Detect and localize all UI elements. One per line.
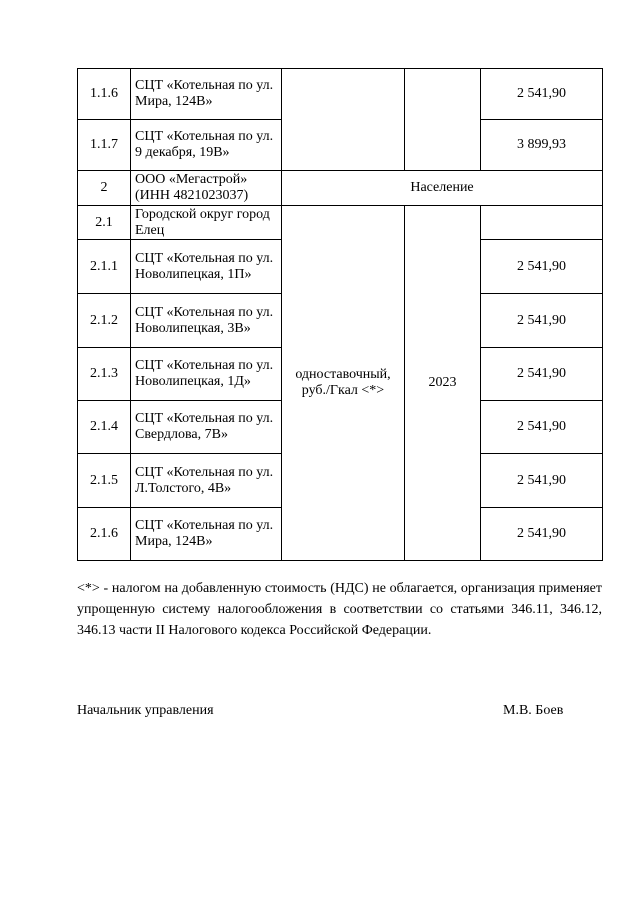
tariff-table [77, 68, 603, 561]
row-number: 2.1.5 [78, 454, 131, 508]
signature-name: М.В. Боев [503, 703, 564, 718]
row-name: СЦТ «Котельная по ул. 9 декабря, 19В» [131, 120, 282, 171]
row-price: 2 541,90 [481, 508, 603, 561]
row-price: 2 541,90 [481, 240, 603, 294]
empty-cell [282, 69, 405, 171]
row-number: 1.1.7 [78, 120, 131, 171]
row-price: 2 541,90 [481, 294, 603, 348]
row-name: СЦТ «Котельная по ул. Новолипецкая, 3В» [131, 294, 282, 348]
row-number: 1.1.6 [78, 69, 131, 120]
row-name: СЦТ «Котельная по ул. Мира, 124В» [131, 508, 282, 561]
signature-title: Начальник управления [77, 703, 214, 718]
tariff-type: одноставочный, руб./Гкал <*> [282, 206, 405, 561]
row-name: СЦТ «Котельная по ул. Л.Толстого, 4В» [131, 454, 282, 508]
section-row [78, 171, 603, 206]
row-price: 3 899,93 [481, 120, 603, 171]
row-name: СЦТ «Котельная по ул. Новолипецкая, 1Д» [131, 348, 282, 401]
row-number: 2.1.4 [78, 401, 131, 454]
empty-cell [405, 69, 481, 171]
district-row [78, 206, 603, 240]
row-number: 2.1.1 [78, 240, 131, 294]
row-name: СЦТ «Котельная по ул. Новолипецкая, 1П» [131, 240, 282, 294]
tariff-year: 2023 [405, 206, 481, 561]
row-price: 2 541,90 [481, 348, 603, 401]
consumer-group: Население [282, 171, 603, 206]
row-number: 2.1.3 [78, 348, 131, 401]
row-price: 2 541,90 [481, 454, 603, 508]
table-row [78, 69, 603, 120]
row-name: СЦТ «Котельная по ул. Мира, 124В» [131, 69, 282, 120]
row-price: 2 541,90 [481, 401, 603, 454]
empty-cell [481, 206, 603, 240]
section-number: 2 [78, 171, 131, 206]
section-name: ООО «Мегастрой» (ИНН 4821023037) [131, 171, 282, 206]
row-number: 2.1.2 [78, 294, 131, 348]
row-number: 2.1.6 [78, 508, 131, 561]
district-name: Городской округ город Елец [131, 206, 282, 240]
row-name: СЦТ «Котельная по ул. Свердлова, 7В» [131, 401, 282, 454]
district-number: 2.1 [78, 206, 131, 240]
footnote: <*> - налогом на добавленную стоимость (НДС) не облагается, организация применяет упрощенную систему налогообложения в соответствии со статьями 346.11, 346.12, 346.13 части II Налогового кодекса Российской Федерации. [77, 581, 602, 638]
row-price: 2 541,90 [481, 69, 603, 120]
